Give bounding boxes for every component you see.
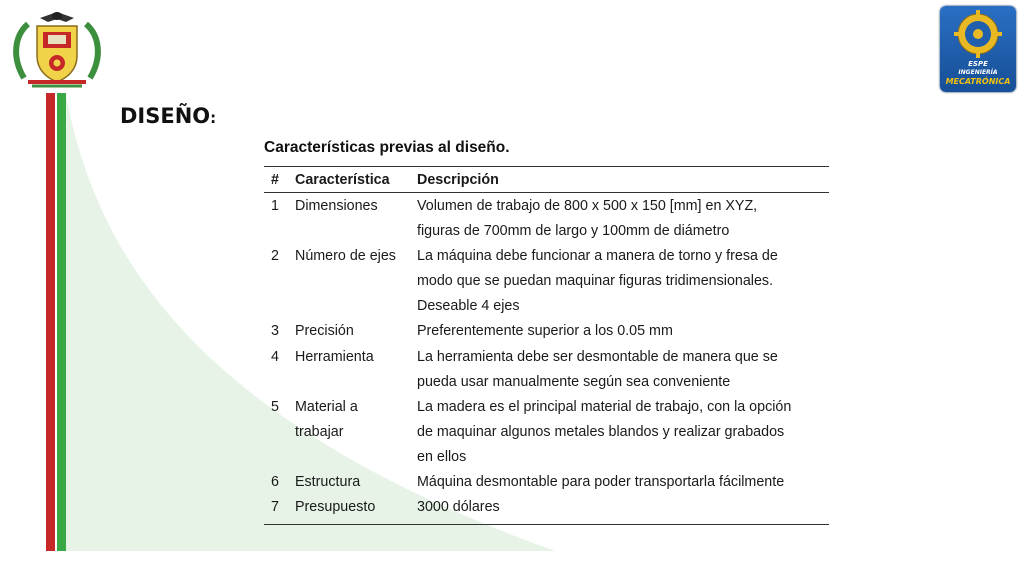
row-description xyxy=(417,319,829,344)
row-description-line: en ellos xyxy=(417,448,467,465)
gear-icon xyxy=(954,10,1002,58)
row-number xyxy=(264,194,295,244)
row-number xyxy=(264,319,295,344)
row-characteristic-line: Dimensiones xyxy=(295,198,378,214)
row-characteristic xyxy=(295,244,417,319)
row-characteristic-line: Presupuesto xyxy=(295,499,376,516)
badge-line-ingenieria: INGENIERÍA xyxy=(958,69,998,76)
row-description xyxy=(417,395,829,470)
row-number xyxy=(264,495,295,520)
espe-mechatronics-badge xyxy=(940,6,1016,92)
table-row xyxy=(264,470,829,495)
row-description-line: Deseable 4 ejes xyxy=(417,298,520,315)
row-description-line: La herramienta debe ser desmontable de manera que se xyxy=(417,348,778,365)
header-description: Descripción xyxy=(417,171,499,188)
row-number xyxy=(264,470,295,495)
row-number-line: 1 xyxy=(271,198,279,214)
row-characteristic-line: trabajar xyxy=(295,423,344,440)
row-characteristic xyxy=(295,470,417,495)
row-number xyxy=(264,244,295,319)
heading-colon: : xyxy=(210,109,217,127)
row-description-line: La madera es el principal material de trabajo, con la opción xyxy=(417,398,792,415)
row-characteristic-line: Herramienta xyxy=(295,348,374,365)
row-description xyxy=(417,470,829,495)
green-stripe xyxy=(57,93,66,551)
row-description xyxy=(417,495,829,520)
row-characteristic-line: Número de ejes xyxy=(295,248,396,265)
heading-text: DISEÑO xyxy=(120,104,211,128)
header-characteristic: Característica xyxy=(295,171,390,188)
table-row xyxy=(264,244,829,319)
table-row xyxy=(264,194,829,244)
page-heading xyxy=(120,104,216,128)
row-number-line: 6 xyxy=(271,474,279,491)
table-row xyxy=(264,345,829,395)
table-row xyxy=(264,495,829,520)
characteristics-table xyxy=(264,166,829,525)
coat-of-arms-logo xyxy=(10,8,104,92)
row-description-line: La máquina debe funcionar a manera de torno y fresa de xyxy=(417,248,778,265)
row-number-line: 7 xyxy=(271,499,279,516)
row-number xyxy=(264,395,295,470)
row-number xyxy=(264,345,295,395)
row-characteristic-line: Precisión xyxy=(295,323,354,340)
table-row xyxy=(264,319,829,344)
table-row xyxy=(264,395,829,470)
row-number-line: 5 xyxy=(271,398,279,415)
row-description-line: 3000 dólares xyxy=(417,499,500,516)
row-characteristic xyxy=(295,194,417,244)
badge-line-mecatronica: MECATRÓNICA xyxy=(945,77,1011,86)
row-description-line: figuras de 700mm de largo y 100mm de diámetro xyxy=(417,223,730,240)
table-title: Características previas al diseño. xyxy=(264,139,510,156)
row-description-line: de maquinar algunos metales blandos y realizar grabados xyxy=(417,423,785,440)
row-description-line: Máquina desmontable para poder transportarla fácilmente xyxy=(417,474,785,491)
row-characteristic xyxy=(295,319,417,344)
table-bottom-rule xyxy=(264,524,829,525)
badge-line-espe: ESPE xyxy=(968,60,988,68)
row-characteristic-line: Material a xyxy=(295,398,358,415)
row-number-line: 3 xyxy=(271,323,279,340)
row-description xyxy=(417,244,829,319)
red-stripe xyxy=(46,93,55,551)
table-body xyxy=(264,193,829,520)
row-description xyxy=(417,345,829,395)
row-description xyxy=(417,194,829,244)
row-number-line: 4 xyxy=(271,348,279,365)
row-description-line: Volumen de trabajo de 800 x 500 x 150 [mm] en XYZ, xyxy=(417,198,758,214)
row-characteristic xyxy=(295,495,417,520)
row-characteristic xyxy=(295,395,417,470)
row-characteristic-line: Estructura xyxy=(295,474,361,491)
row-characteristic xyxy=(295,345,417,395)
header-number: # xyxy=(271,171,279,188)
row-number-line: 2 xyxy=(271,248,279,265)
table-header-row xyxy=(264,166,829,193)
row-description-line: Preferentemente superior a los 0.05 mm xyxy=(417,323,673,340)
row-description-line: modo que se puedan maquinar figuras tridimensionales. xyxy=(417,273,774,290)
row-description-line: pueda usar manualmente según sea conveniente xyxy=(417,373,731,390)
